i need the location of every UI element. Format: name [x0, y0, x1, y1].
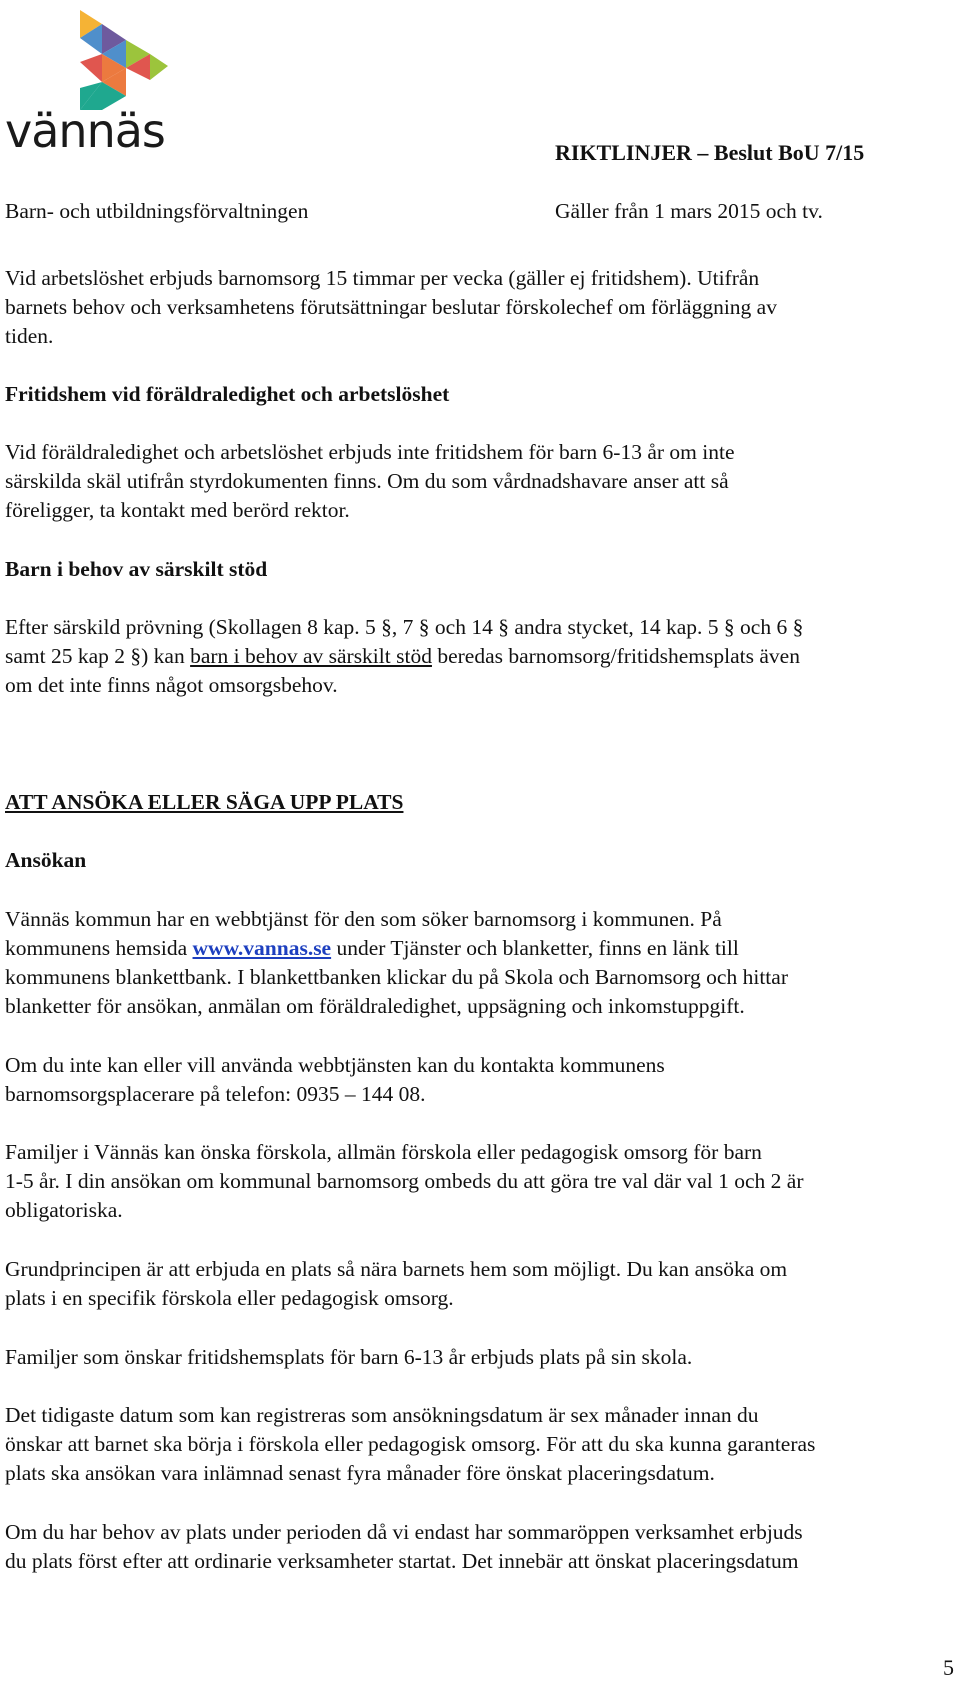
paragraph-line: kommunens blankettbank. I blankettbanken klickar du på Skola och Barnomsorg och hittar: [5, 965, 788, 989]
main-heading: ATT ANSÖKA ELLER SÄGA UPP PLATS: [5, 790, 404, 814]
intro-line: barnets behov och verksamhetens förutsättningar beslutar förskolechef om förläggning av: [5, 295, 777, 319]
underlined-phrase: barn i behov av särskilt stöd: [190, 644, 432, 668]
intro-paragraph: [5, 264, 955, 351]
sarskilt-stod-line: [5, 642, 955, 671]
paragraph-line: [5, 934, 955, 963]
ansokan-paragraph-2: [5, 1051, 955, 1109]
text-segment: beredas barnomsorg/fritidshemsplats även: [431, 644, 800, 668]
ansokan-paragraph-4: [5, 1255, 955, 1313]
paragraph-line: plats i en specifik förskola eller pedagogisk omsorg.: [5, 1286, 454, 1310]
document-title: RIKTLINJER – Beslut BoU 7/15: [555, 140, 865, 165]
website-link[interactable]: www.vannas.se: [192, 936, 332, 960]
paragraph-line: plats ska ansökan vara inlämnad senast fyra månader före önskat placeringsdatum.: [5, 1461, 715, 1485]
paragraph-line: Vännäs kommun har en webbtjänst för den som söker barnomsorg i kommunen. På: [5, 907, 722, 931]
sarskilt-stod-paragraph: [5, 613, 955, 700]
fritidshem-paragraph: [5, 438, 955, 525]
paragraph-line: du plats först efter att ordinarie verksamheter startat. Det innebär att önskat placeringsdatum: [5, 1549, 799, 1573]
department-name: Barn- och utbildningsförvaltningen: [5, 199, 309, 223]
fritidshem-line: särskilda skäl utifrån styrdokumenten finns. Om du som vårdnadshavare anser att så: [5, 469, 729, 493]
sarskilt-stod-line: om det inte finns något omsorgsbehov.: [5, 673, 338, 697]
valid-from: Gäller från 1 mars 2015 och tv.: [555, 199, 823, 223]
intro-line: tiden.: [5, 324, 54, 348]
paragraph-line: önskar att barnet ska börja i förskola eller pedagogisk omsorg. För att du ska kunna garanteras: [5, 1432, 816, 1456]
ansokan-paragraph-7: [5, 1518, 955, 1576]
section-heading-fritidshem: Fritidshem vid föräldraledighet och arbetslöshet: [5, 382, 450, 406]
ansokan-paragraph-6: [5, 1401, 955, 1488]
paragraph-line: Om du har behov av plats under perioden då vi endast har sommaröppen verksamhet erbjuds: [5, 1520, 803, 1544]
text-segment: kommunens hemsida: [5, 936, 193, 960]
intro-line: Vid arbetslöshet erbjuds barnomsorg 15 timmar per vecka (gäller ej fritidshem). Utifrån: [5, 266, 760, 290]
sarskilt-stod-line: Efter särskild prövning (Skollagen 8 kap. 5 §, 7 § och 14 § andra stycket, 14 kap. 5 § och 6 §: [5, 615, 804, 639]
text-segment: samt 25 kap 2 §) kan: [5, 644, 191, 668]
fritidshem-line: föreligger, ta kontakt med berörd rektor.: [5, 498, 350, 522]
ansokan-paragraph-1: [5, 905, 955, 1021]
logo-wordmark: vännäs: [5, 104, 165, 158]
text-segment: under Tjänster och blanketter, finns en länk till: [331, 936, 739, 960]
section-heading-ansokan: Ansökan: [5, 848, 87, 872]
fritidshem-line: Vid föräldraledighet och arbetslöshet erbjuds inte fritidshem för barn 6-13 år om inte: [5, 440, 735, 464]
paragraph-line: obligatoriska.: [5, 1198, 123, 1222]
paragraph-line: Grundprincipen är att erbjuda en plats så nära barnets hem som möjligt. Du kan ansöka om: [5, 1257, 788, 1281]
paragraph-line: Om du inte kan eller vill använda webbtjänsten kan du kontakta kommunens: [5, 1053, 665, 1077]
vannas-logo-icon: [78, 8, 173, 112]
paragraph-line: barnomsorgsplacerare på telefon: 0935 – 144 08.: [5, 1082, 426, 1106]
paragraph-line: Det tidigaste datum som kan registreras som ansökningsdatum är sex månader innan du: [5, 1403, 759, 1427]
paragraph-line: Familjer i Vännäs kan önska förskola, allmän förskola eller pedagogisk omsorg för barn: [5, 1140, 762, 1164]
section-heading-sarskilt-stod: Barn i behov av särskilt stöd: [5, 557, 268, 581]
ansokan-paragraph-5: [5, 1343, 955, 1372]
ansokan-paragraph-3: [5, 1138, 955, 1225]
paragraph-line: blanketter för ansökan, anmälan om föräldraledighet, uppsägning och inkomstuppgift.: [5, 994, 745, 1018]
page-number: 5: [943, 1655, 954, 1680]
paragraph-line: 1-5 år. I din ansökan om kommunal barnomsorg ombeds du att göra tre val där val 1 och 2 är: [5, 1169, 804, 1193]
paragraph-line: Familjer som önskar fritidshemsplats för barn 6-13 år erbjuds plats på sin skola.: [5, 1345, 693, 1369]
